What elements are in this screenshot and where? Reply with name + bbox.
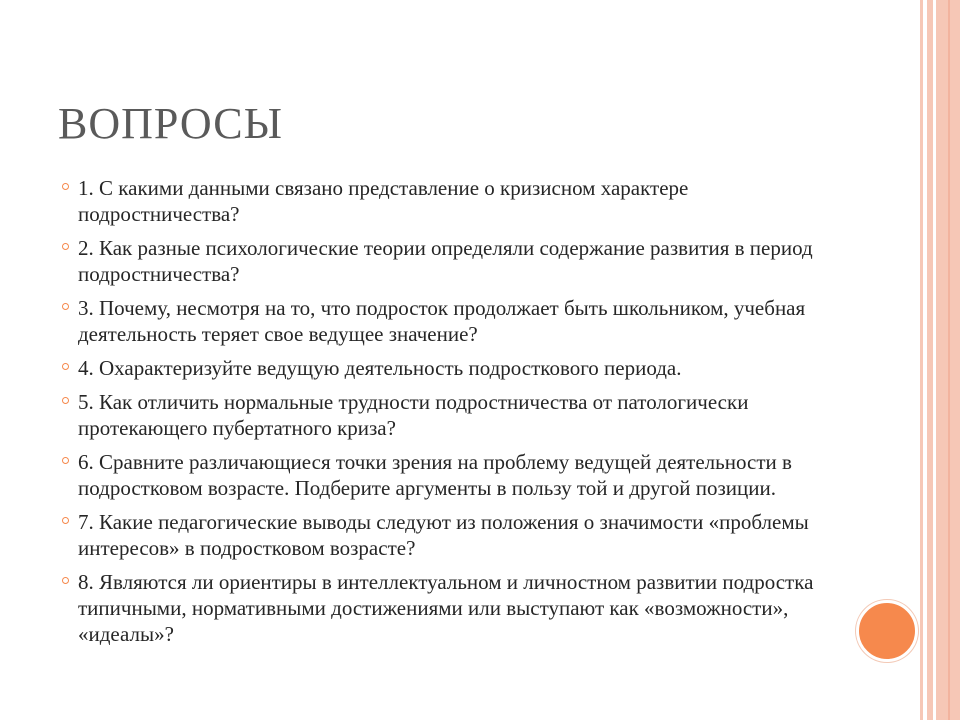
question-text: 8. Являются ли ориентиры в интеллектуальном и личностном развитии подростка типичными, нормативными достижениями или выступают как «возможности», «идеалы»?: [78, 570, 814, 646]
question-item-1: [62, 175, 832, 227]
bullet-icon: [62, 517, 69, 524]
question-text: 4. Охарактеризуйте ведущую деятельность подросткового периода.: [78, 356, 682, 380]
decorative-stripe: [920, 0, 923, 720]
question-text: 5. Как отличить нормальные трудности подростничества от патологически протекающего пубертатного криза?: [78, 390, 749, 440]
question-item-8: [62, 569, 832, 647]
decorative-stripe: [948, 0, 950, 720]
question-text: 3. Почему, несмотря на то, что подросток продолжает быть школьником, учебная деятельность теряет свое ведущее значение?: [78, 296, 806, 346]
bullet-icon: [62, 183, 69, 190]
question-item-5: [62, 389, 832, 441]
question-text: 6. Сравните различающиеся точки зрения на проблему ведущей деятельности в подростковом возрасте. Подберите аргументы в пользу той и другой позиции.: [78, 450, 792, 500]
bullet-icon: [62, 363, 69, 370]
bullet-icon: [62, 457, 69, 464]
question-list: [62, 175, 832, 655]
question-text: 1. С какими данными связано представление о кризисном характере подростничества?: [78, 176, 689, 226]
question-item-4: [62, 355, 832, 381]
decorative-circle: [856, 600, 918, 662]
question-text: 7. Какие педагогические выводы следуют из положения о значимости «проблемы интересов» в подростковом возрасте?: [78, 510, 809, 560]
decorative-stripe: [927, 0, 933, 720]
slide-title: ВОПРОСЫ: [58, 99, 283, 148]
question-item-7: [62, 509, 832, 561]
bullet-icon: [62, 397, 69, 404]
question-item-3: [62, 295, 832, 347]
bullet-icon: [62, 577, 69, 584]
question-item-2: [62, 235, 832, 287]
question-item-6: [62, 449, 832, 501]
bullet-icon: [62, 243, 69, 250]
question-text: 2. Как разные психологические теории определяли содержание развития в период подростничества?: [78, 236, 813, 286]
bullet-icon: [62, 303, 69, 310]
